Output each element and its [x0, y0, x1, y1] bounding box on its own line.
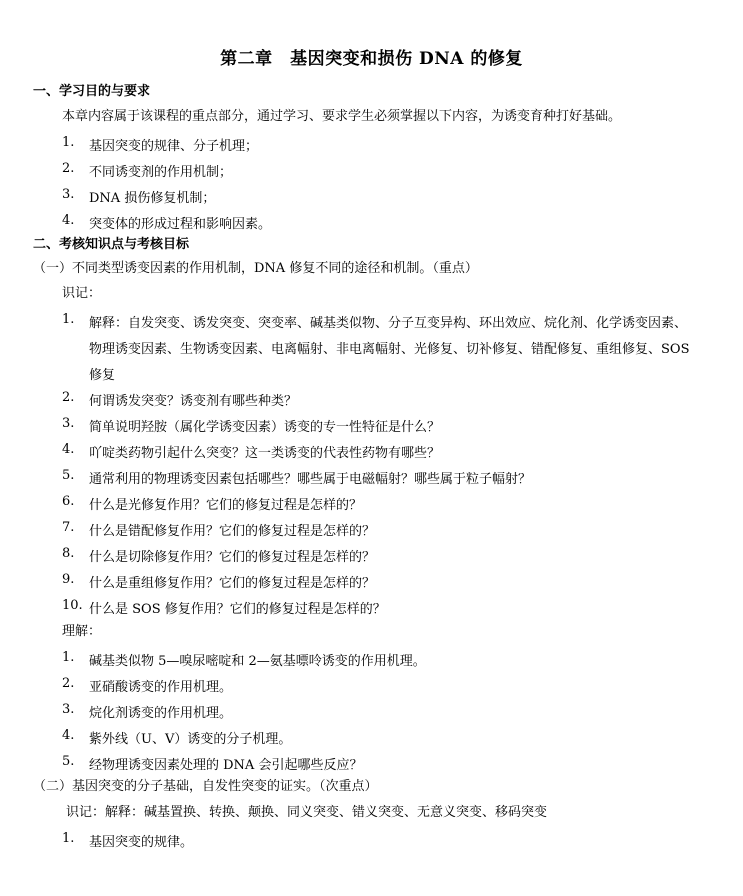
item-text: 烷化剂诱变的作用机理。 — [89, 706, 233, 721]
item-number: 1. — [62, 831, 75, 846]
item-number: 1. — [62, 650, 75, 665]
item-text: 突变体的形成过程和影响因素。 — [89, 217, 272, 232]
part1-heading: （一）不同类型诱变因素的作用机制，DNA 修复不同的途径和机制。（重点） — [33, 261, 478, 276]
item-number: 3. — [62, 416, 75, 431]
item-text-line: 什么是 SOS 修复作用？它们的修复过程是怎样的？ — [89, 602, 386, 617]
section1-heading: 一、学习目的与要求 — [33, 84, 151, 99]
item-text-line: 物理诱变因素、生物诱变因素、电离幅射、非电离幅射、光修复、切补修复、错配修复、重组修复、SOS — [89, 342, 690, 357]
item-text-line: 吖啶类药物引起什么突变？这一类诱变的代表性药物有哪些？ — [89, 446, 441, 461]
item-number: 3. — [62, 187, 75, 202]
item-number: 2. — [62, 161, 75, 176]
item-text-line: 什么是重组修复作用？它们的修复过程是怎样的？ — [89, 576, 376, 591]
item-text-line: 简单说明羟胺（属化学诱变因素）诱变的专一性特征是什么？ — [89, 420, 441, 435]
item-number: 2. — [62, 676, 75, 691]
item-number: 8. — [62, 546, 75, 561]
item-number: 9. — [62, 572, 75, 587]
item-number: 2. — [62, 390, 75, 405]
item-text-line: 修复 — [89, 368, 116, 383]
item-number: 5. — [62, 468, 75, 483]
item-number: 10. — [62, 598, 83, 613]
item-text-line: 何谓诱发突变？诱变剂有哪些种类？ — [89, 394, 298, 409]
item-text-line: 通常利用的物理诱变因素包括哪些？哪些属于电磁幅射？哪些属于粒子幅射？ — [89, 472, 532, 487]
item-number: 4. — [62, 442, 75, 457]
chapter-title: 第二章 基因突变和损伤 DNA 的修复 — [220, 49, 523, 69]
section2-heading: 二、考核知识点与考核目标 — [33, 237, 190, 252]
item-text-line: 什么是光修复作用？它们的修复过程是怎样的？ — [89, 498, 363, 513]
item-text: 经物理诱变因素处理的 DNA 会引起哪些反应？ — [89, 758, 363, 773]
item-text: 亚硝酸诱变的作用机理。 — [89, 680, 233, 695]
item-text: 不同诱变剂的作用机制； — [89, 165, 233, 180]
item-number: 4. — [62, 213, 75, 228]
item-text: DNA 损伤修复机制； — [89, 191, 216, 206]
part2-heading: （二）基因突变的分子基础，自发性突变的证实。（次重点） — [33, 779, 378, 794]
item-text: 基因突变的规律、分子机理； — [89, 139, 259, 154]
section1-intro: 本章内容属于该课程的重点部分，通过学习、要求学生必须掌握以下内容，为诱变育种打好基础。 — [62, 109, 622, 124]
item-number: 7. — [62, 520, 75, 535]
recall-label: 识记： — [62, 286, 102, 301]
item-text-line: 解释：自发突变、诱发突变、突变率、碱基类似物、分子互变异构、环出效应、烷化剂、化学诱变因素、 — [89, 316, 688, 331]
item-number: 5. — [62, 754, 75, 769]
item-text: 碱基类似物 5—嗅尿嘧啶和 2—氨基嘌呤诱变的作用机理。 — [89, 654, 426, 669]
item-number: 3. — [62, 702, 75, 717]
item-number: 6. — [62, 494, 75, 509]
item-number: 1. — [62, 135, 75, 150]
item-number: 4. — [62, 728, 75, 743]
understand-label: 理解： — [62, 624, 102, 639]
item-text: 基因突变的规律。 — [89, 835, 194, 850]
item-number: 1. — [62, 312, 75, 327]
item-text: 紫外线（U、V）诱变的分子机理。 — [89, 732, 292, 747]
item-text-line: 什么是切除修复作用？它们的修复过程是怎样的？ — [89, 550, 376, 565]
part2-recall: 识记：解释：碱基置换、转换、颠换、同义突变、错义突变、无意义突变、移码突变 — [66, 805, 548, 820]
item-text-line: 什么是错配修复作用？它们的修复过程是怎样的？ — [89, 524, 376, 539]
